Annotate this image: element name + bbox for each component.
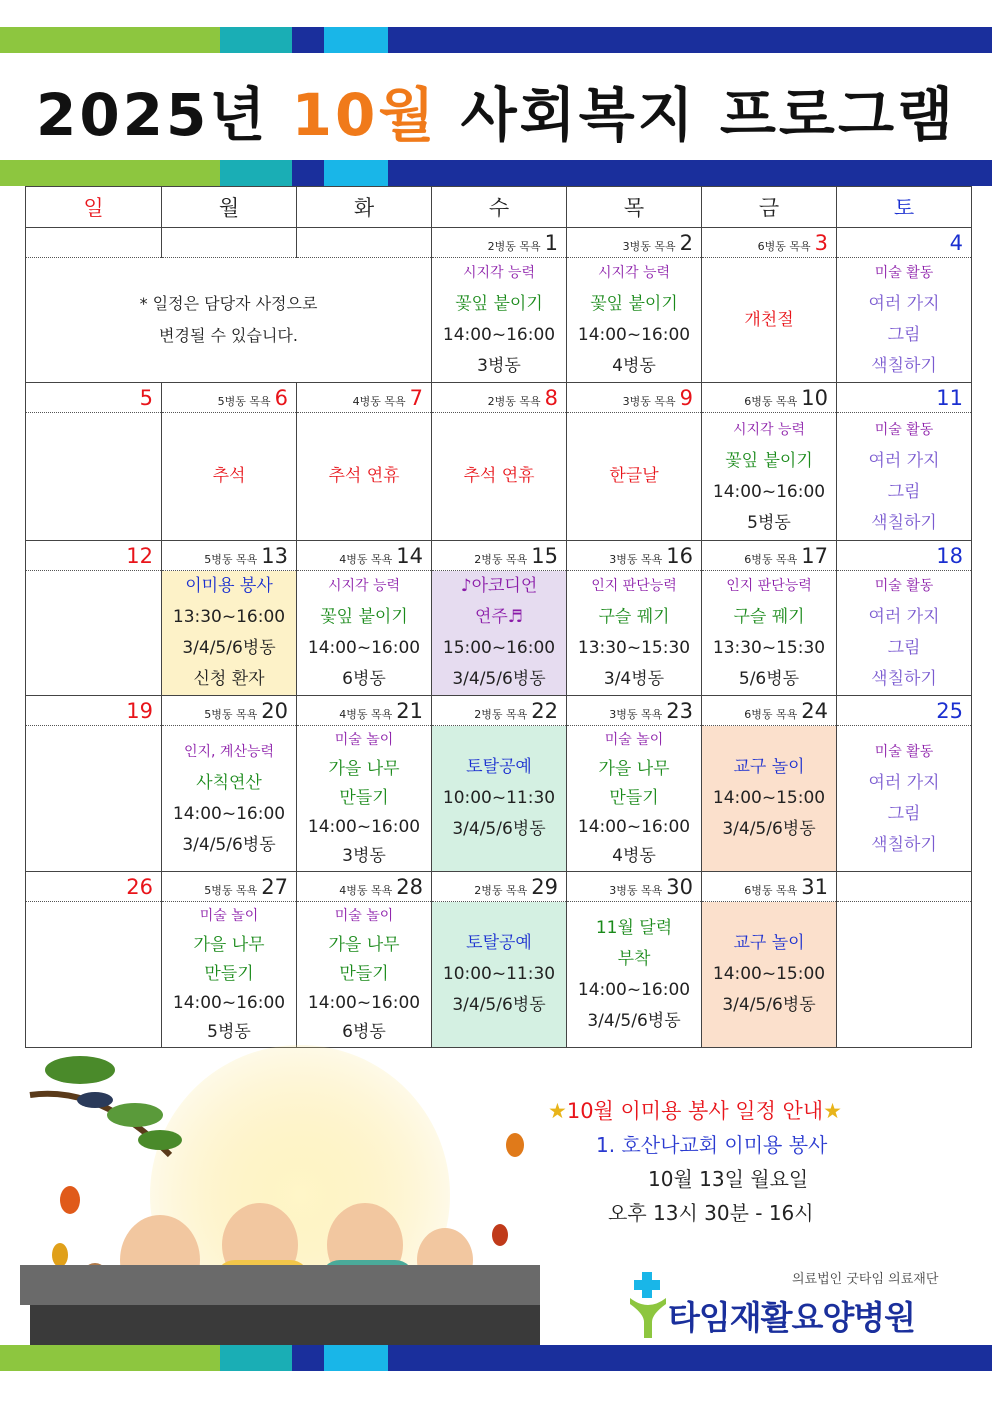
program-cell: 시지각 능력 꽃잎 붙이기 14:00~16:00 5병동 bbox=[702, 413, 837, 541]
program-cell: 시지각 능력 꽃잎 붙이기 14:00~16:00 6병동 bbox=[297, 571, 432, 696]
holiday-cell: 추석 연휴 bbox=[432, 413, 567, 541]
program-cell: 인지, 계산능력 사칙연산 14:00~16:00 3/4/5/6병동 bbox=[162, 726, 297, 872]
program-cell: 미술 놀이 가을 나무 만들기 14:00~16:00 6병동 bbox=[297, 902, 432, 1048]
program-cell: 미술 활동 여러 가지 그림 색칠하기 bbox=[837, 258, 972, 383]
date-cell: 3병동 목욕 2 bbox=[567, 228, 702, 258]
date-cell bbox=[297, 228, 432, 258]
program-cell: 미술 활동 여러 가지 그림 색칠하기 bbox=[837, 726, 972, 872]
date-cell: 4 bbox=[837, 228, 972, 258]
date-cell: 6병동 목욕 24 bbox=[702, 696, 837, 726]
program-cell: 미술 활동 여러 가지 그림 색칠하기 bbox=[837, 571, 972, 696]
date-cell: 6병동 목욕 17 bbox=[702, 541, 837, 571]
program-cell: 인지 판단능력 구슬 꿰기 13:30~15:30 5/6병동 bbox=[702, 571, 837, 696]
weekday-fri: 금 bbox=[702, 187, 837, 228]
content-row-week5 bbox=[26, 902, 972, 1048]
program-cell: 시지각 능력 꽃잎 붙이기 14:00~16:00 3병동 bbox=[432, 258, 567, 383]
date-cell: 18 bbox=[837, 541, 972, 571]
empty-cell bbox=[26, 902, 162, 1048]
program-cell-tools: 교구 놀이 14:00~15:00 3/4/5/6병동 bbox=[702, 726, 837, 872]
date-cell: 5병동 목욕 6 bbox=[162, 383, 297, 413]
empty-cell bbox=[837, 902, 972, 1048]
calendar-table bbox=[25, 186, 972, 1048]
foundation-name: 의료법인 굿타임 의료재단 bbox=[792, 1272, 939, 1287]
empty-cell bbox=[26, 571, 162, 696]
date-cell: 4병동 목욕 14 bbox=[297, 541, 432, 571]
title-month: 10월 bbox=[291, 81, 438, 149]
magpie-icon bbox=[77, 1092, 113, 1108]
title-rest: 사회복지 프로그램 bbox=[460, 81, 957, 149]
date-cell: 2병동 목욕 1 bbox=[432, 228, 567, 258]
program-cell-craft: 토탈공예 10:00~11:30 3/4/5/6병동 bbox=[432, 902, 567, 1048]
weekday-sat: 토 bbox=[837, 187, 972, 228]
weekday-wed: 수 bbox=[432, 187, 567, 228]
program-cell: 시지각 능력 꽃잎 붙이기 14:00~16:00 4병동 bbox=[567, 258, 702, 383]
hospital-logo bbox=[628, 1272, 978, 1342]
content-row-week3 bbox=[26, 571, 972, 696]
date-row-week2 bbox=[26, 383, 972, 413]
program-cell: 미술 놀이 가을 나무 만들기 14:00~16:00 3병동 bbox=[297, 726, 432, 872]
date-cell: 5 bbox=[26, 383, 162, 413]
date-cell: 3병동 목욕 30 bbox=[567, 872, 702, 902]
date-cell: 19 bbox=[26, 696, 162, 726]
date-cell: 6병동 목욕 3 bbox=[702, 228, 837, 258]
date-row-week1 bbox=[26, 228, 972, 258]
bottom-color-bar bbox=[0, 1345, 992, 1371]
empty-cell bbox=[26, 726, 162, 872]
date-cell: 5병동 목욕 13 bbox=[162, 541, 297, 571]
program-cell-accordion: ♪아코디언 연주♬ 15:00~16:00 3/4/5/6병동 bbox=[432, 571, 567, 696]
haircut-notice bbox=[548, 1094, 978, 1230]
weekday-header-row bbox=[26, 187, 972, 228]
notice-line1: 1. 호산나교회 이미용 봉사 bbox=[596, 1133, 828, 1157]
date-cell: 4병동 목욕 7 bbox=[297, 383, 432, 413]
date-cell: 2병동 목욕 22 bbox=[432, 696, 567, 726]
holiday-cell: 추석 bbox=[162, 413, 297, 541]
date-cell: 5병동 목욕 27 bbox=[162, 872, 297, 902]
date-cell: 4병동 목욕 21 bbox=[297, 696, 432, 726]
date-cell: 2병동 목욕 8 bbox=[432, 383, 567, 413]
weekday-thu: 목 bbox=[567, 187, 702, 228]
date-cell: 6병동 목욕 31 bbox=[702, 872, 837, 902]
notice-title: ★10월 이미용 봉사 일정 안내★ bbox=[548, 1099, 842, 1123]
date-cell bbox=[26, 228, 162, 258]
program-cell: 11월 달력 부착 14:00~16:00 3/4/5/6병동 bbox=[567, 902, 702, 1048]
program-cell: 미술 놀이 가을 나무 만들기 14:00~16:00 5병동 bbox=[162, 902, 297, 1048]
date-cell: 11 bbox=[837, 383, 972, 413]
weekday-sun: 일 bbox=[26, 187, 162, 228]
empty-cell bbox=[26, 413, 162, 541]
holiday-cell: 추석 연휴 bbox=[297, 413, 432, 541]
date-cell: 2병동 목욕 15 bbox=[432, 541, 567, 571]
tiled-wall-icon bbox=[20, 1265, 540, 1305]
date-cell: 26 bbox=[26, 872, 162, 902]
content-row-week2 bbox=[26, 413, 972, 541]
date-cell: 2병동 목욕 29 bbox=[432, 872, 567, 902]
chuseok-illustration bbox=[20, 1045, 545, 1360]
date-cell: 12 bbox=[26, 541, 162, 571]
date-row-week5 bbox=[26, 872, 972, 902]
schedule-notice-note: * 일정은 담당자 사정으로 변경될 수 있습니다. bbox=[26, 258, 432, 383]
date-cell: 5병동 목욕 20 bbox=[162, 696, 297, 726]
weekday-tue: 화 bbox=[297, 187, 432, 228]
weekday-mon: 월 bbox=[162, 187, 297, 228]
notice-line2: 10월 13일 월요일 bbox=[648, 1167, 809, 1191]
date-row-week3 bbox=[26, 541, 972, 571]
date-cell: 25 bbox=[837, 696, 972, 726]
program-cell-tools: 교구 놀이 14:00~15:00 3/4/5/6병동 bbox=[702, 902, 837, 1048]
program-cell-craft: 토탈공예 10:00~11:30 3/4/5/6병동 bbox=[432, 726, 567, 872]
pine-needles-icon bbox=[45, 1056, 115, 1084]
date-cell: 6병동 목욕 10 bbox=[702, 383, 837, 413]
program-cell: 인지 판단능력 구슬 꿰기 13:30~15:30 3/4병동 bbox=[567, 571, 702, 696]
date-row-week4 bbox=[26, 696, 972, 726]
content-row-week1 bbox=[26, 258, 972, 383]
program-cell-haircut: 이미용 봉사 13:30~16:00 3/4/5/6병동 신청 환자 bbox=[162, 571, 297, 696]
date-cell bbox=[837, 872, 972, 902]
date-cell: 3병동 목욕 9 bbox=[567, 383, 702, 413]
date-cell bbox=[162, 228, 297, 258]
title-color-bar bbox=[0, 160, 992, 186]
hospital-cross-icon bbox=[628, 1272, 668, 1342]
date-cell: 3병동 목욕 16 bbox=[567, 541, 702, 571]
program-cell: 미술 활동 여러 가지 그림 색칠하기 bbox=[837, 413, 972, 541]
top-color-bar bbox=[0, 27, 992, 53]
date-cell: 4병동 목욕 28 bbox=[297, 872, 432, 902]
notice-line3: 오후 13시 30분 - 16시 bbox=[608, 1201, 814, 1225]
hospital-name: 타임재활요양병원 bbox=[668, 1298, 916, 1337]
content-row-week4 bbox=[26, 726, 972, 872]
star-icon: ★ bbox=[548, 1099, 567, 1123]
title-year: 2025년 bbox=[35, 81, 269, 149]
star-icon: ★ bbox=[823, 1099, 842, 1123]
page-title bbox=[0, 68, 992, 152]
holiday-cell: 한글날 bbox=[567, 413, 702, 541]
holiday-cell: 개천절 bbox=[702, 258, 837, 383]
date-cell: 3병동 목욕 23 bbox=[567, 696, 702, 726]
program-cell: 미술 놀이 가을 나무 만들기 14:00~16:00 4병동 bbox=[567, 726, 702, 872]
